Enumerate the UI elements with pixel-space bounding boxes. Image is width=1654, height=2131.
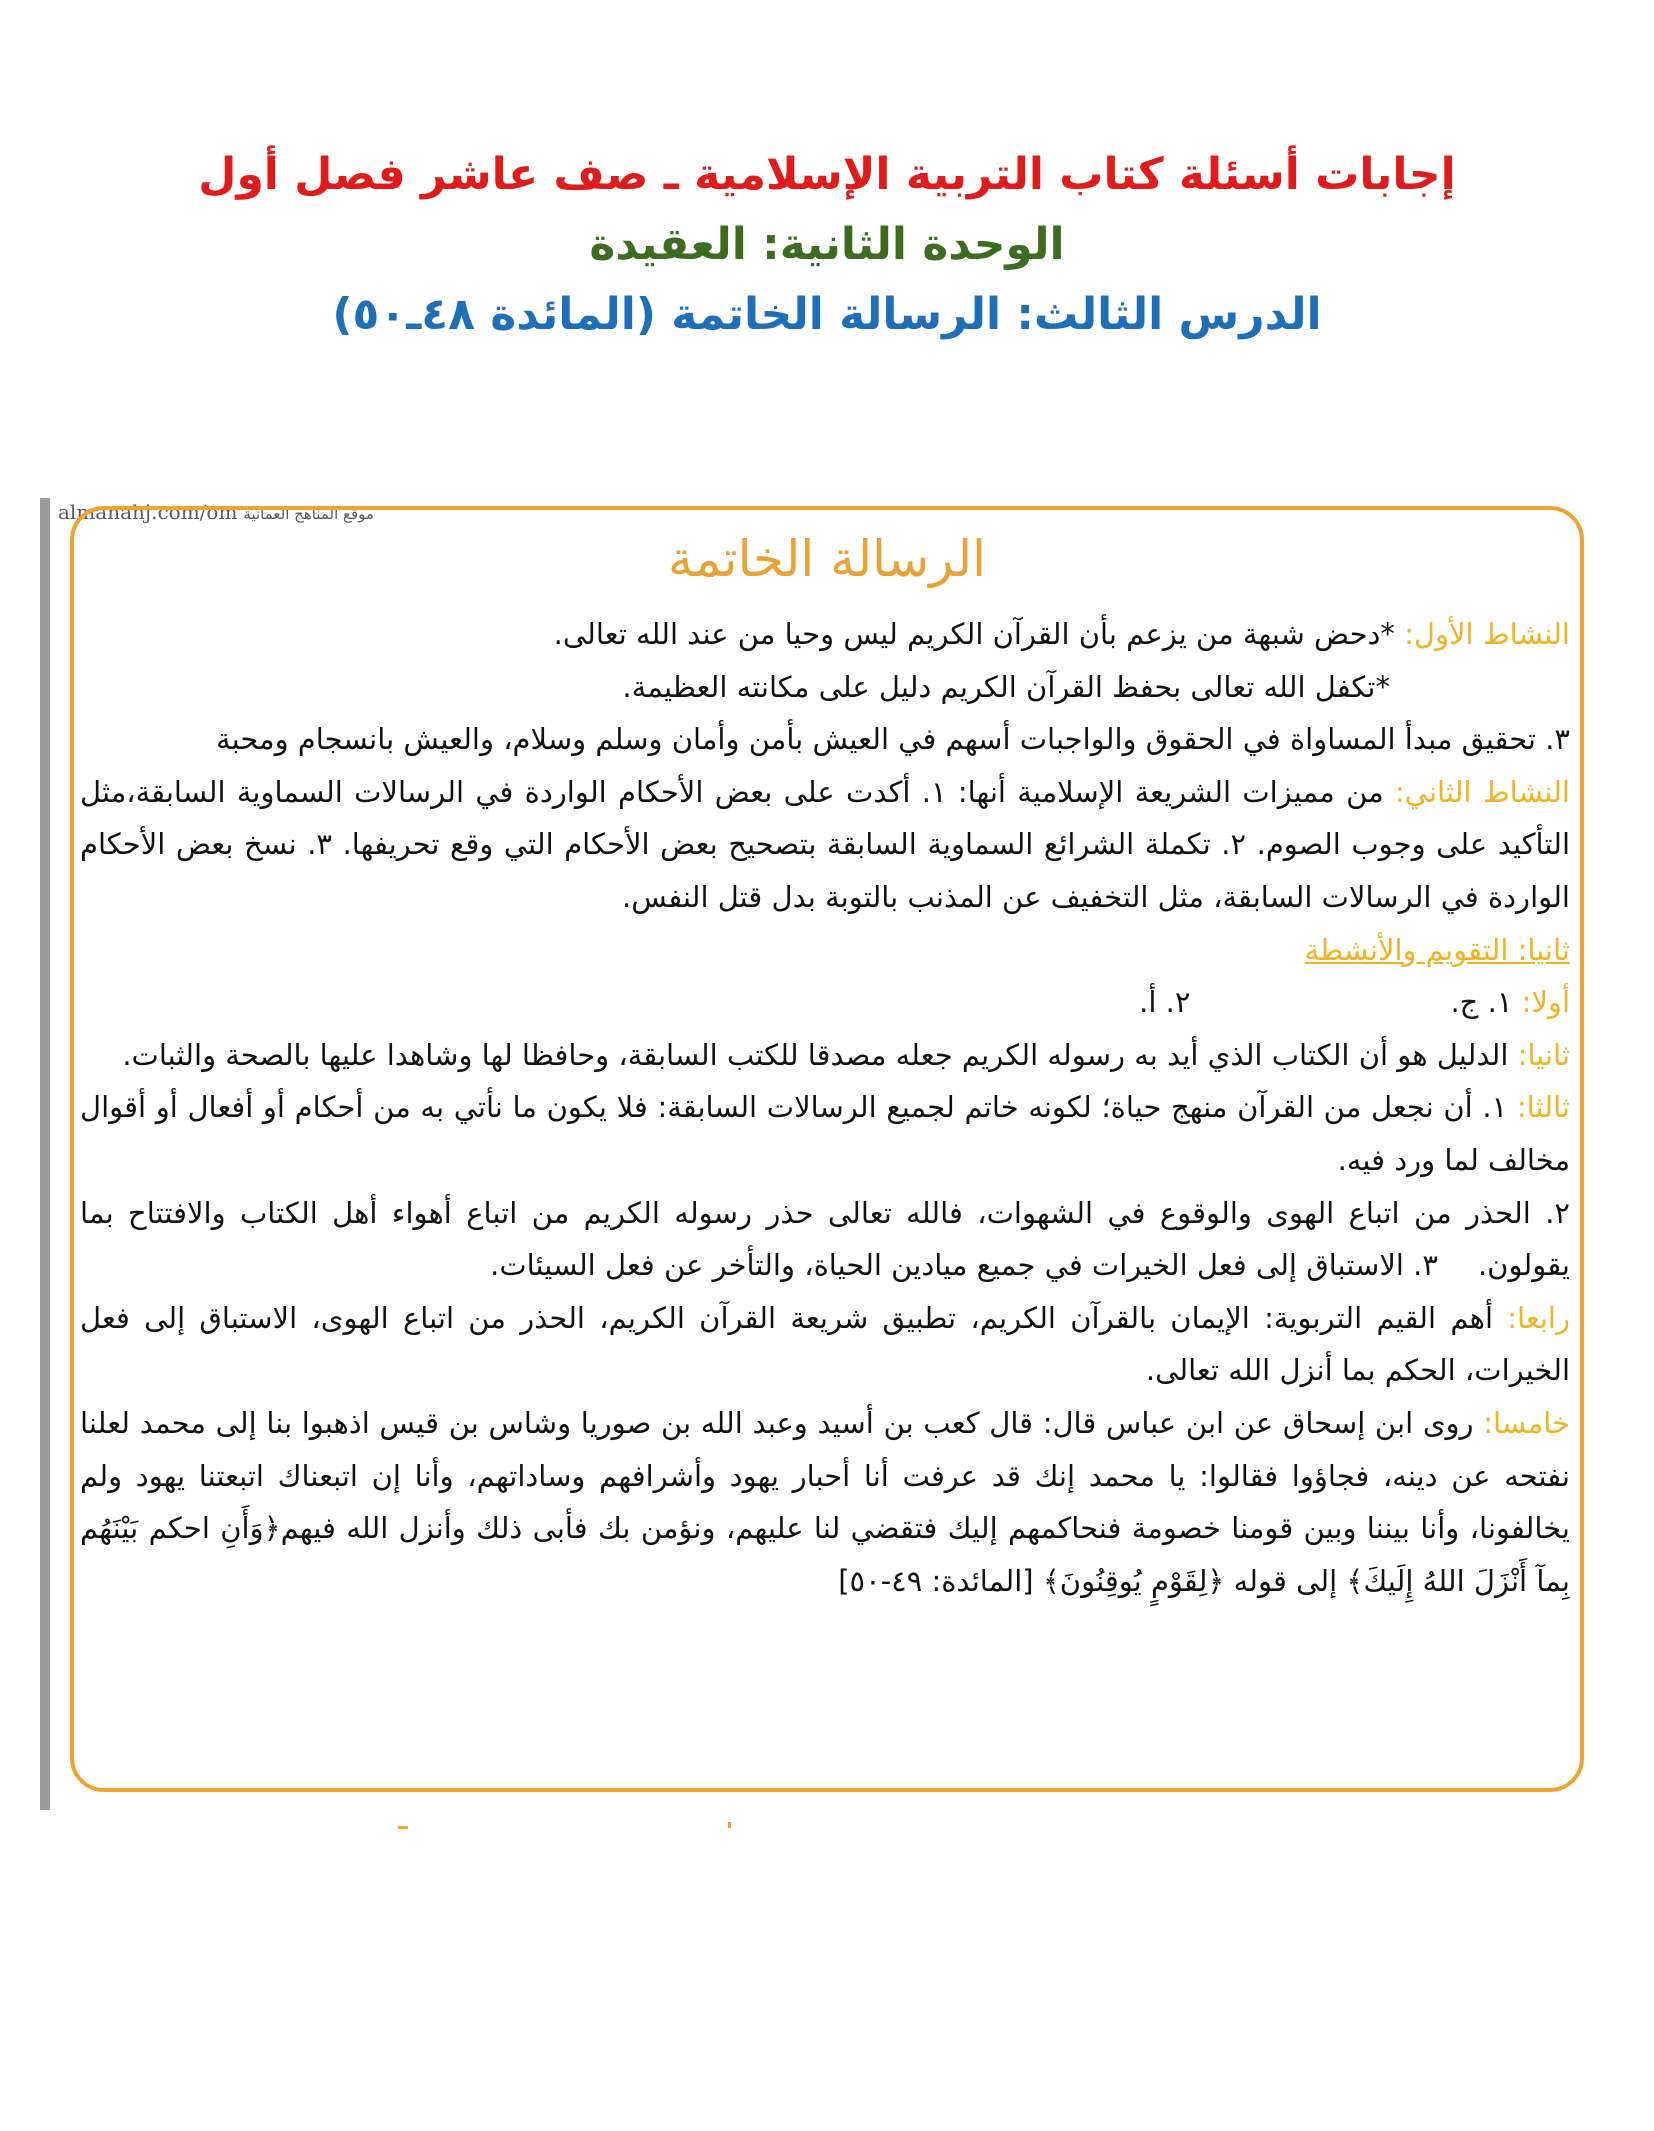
activity1-line2: *تكفل الله تعالى بحفظ القرآن الكريم دليل على مكانته العظيمة. (622, 669, 1390, 704)
activity2-paragraph: النشاط الثاني: من مميزات الشريعة الإسلامية أنها: ١. أكدت على بعض الأحكام الواردة في الرسالات السماوية السابقة،مثل التأكيد على وجوب الصوم. ٢. تكملة الشرائع السماوية السابقة بتصحيح بعض الأحكام التي وقع تحريفها. ٣. نسخ بعض الأحكام الواردة في الرسالات السابقة، مثل التخفيف عن المذنب بالتوبة بدل قتل النفس. (80, 774, 1570, 914)
q2-answer: ثانيا: الدليل هو أن الكتاب الذي أيد به رسوله الكريم جعله مصدقا للكتب السابقة، وحافظا لها وشاهدا عليها بالصحة والثبات. (122, 1037, 1570, 1072)
q5-label: خامسا: (1483, 1405, 1570, 1440)
page-title: إجابات أسئلة كتاب التربية الإسلامية ـ صف عاشر فصل أول (198, 149, 1456, 200)
lesson-title: الدرس الثالث: الرسالة الخاتمة (المائدة ٤٨ـ٥٠) (332, 289, 1322, 340)
q4-answer: رابعا: أهم القيم التربوية: الإيمان بالقرآن الكريم، تطبيق شريعة القرآن الكريم، الحذر من اتباع الهوى، الاستباق إلى فعل الخيرات، الحكم بما أنزل الله تعالى. (80, 1300, 1570, 1388)
scan-mark (728, 1822, 731, 1828)
q3-label: ثالثا: (1516, 1090, 1571, 1125)
scan-mark (398, 1826, 408, 1829)
q2-label: ثانيا: (1517, 1037, 1570, 1072)
section2-title: ثانيا: التقويم والأنشطة (1304, 932, 1570, 967)
q3-answer-1: ثالثا: ١. أن نجعل من القرآن منهج حياة؛ لكونه خاتم لجميع الرسالات السابقة: فلا يكون ما نأتي به من أحكام أو أفعال أو أقوال مخالف لما ورد فيه. (80, 1090, 1571, 1177)
activity1-line1: النشاط الأول: *دحض شبهة من يزعم بأن القرآن الكريم ليس وحيا من عند الله تعالى. (553, 617, 1570, 651)
activity1-label: النشاط الأول: (1404, 617, 1570, 651)
box-title: الرسالة الخاتمة (667, 530, 987, 588)
answer-content (80, 608, 1570, 1607)
activity1-line3: ٣. تحقيق مبدأ المساواة في الحقوق والواجبات أسهم في العيش بأمن وأمان وسلم وسلام، والعيش بانسجام ومحبة (216, 722, 1570, 757)
left-scan-border (40, 498, 50, 1810)
watermark-site: almanahj.com/om (58, 500, 238, 524)
q3-answer-2-3: ٢. الحذر من اتباع الهوى والوقوع في الشهوات، فالله تعالى حذر رسوله الكريم من اتباع أهواء أهل الكتاب والافتتاح بما يقولون.٣. الاستباق إلى فعل الخيرات في جميع ميادين الحياة، والتأخر عن فعل السيئات. (80, 1195, 1570, 1283)
activity2-label: النشاط الثاني: (1395, 774, 1570, 809)
page-header (0, 140, 1654, 350)
q1-answers: أولا: ١. ج.٢. أ. (1139, 985, 1570, 1020)
q4-label: رابعا: (1507, 1300, 1570, 1335)
unit-title: الوحدة الثانية: العقيدة (589, 219, 1065, 270)
q1-label: أولا: (1521, 985, 1570, 1020)
watermark-label: موقع المناهج العمانية (243, 505, 374, 523)
q5-answer: خامسا: روى ابن إسحاق عن ابن عباس قال: قال كعب بن أسيد وعبد الله بن صوريا وشاس بن قيس اذهبوا بنا إلى محمد لعلنا نفتحه عن دينه، فجاؤوا فقالوا: يا محمد إنك قد عرفت أنا أحبار يهود وأشرافهم وساداتهم، وأنا إن اتبعناك اتبعتنا يهود ولم يخالفونا، وأنا بيننا وبين قومنا خصومة فنحاكمهم إليك فتقضي لنا عليهم، ونؤمن بك فأبى ذلك وأنزل الله فيهم﴿وَأَنِ احكم بَيْنَهُم بِمآ أَنْزَلَ اللهُ إِلَيكَ﴾ إلى قوله ﴿لِقَوْمٍ يُوقِنُونَ﴾ [المائدة: ٤٩-٥٠] (80, 1405, 1570, 1598)
